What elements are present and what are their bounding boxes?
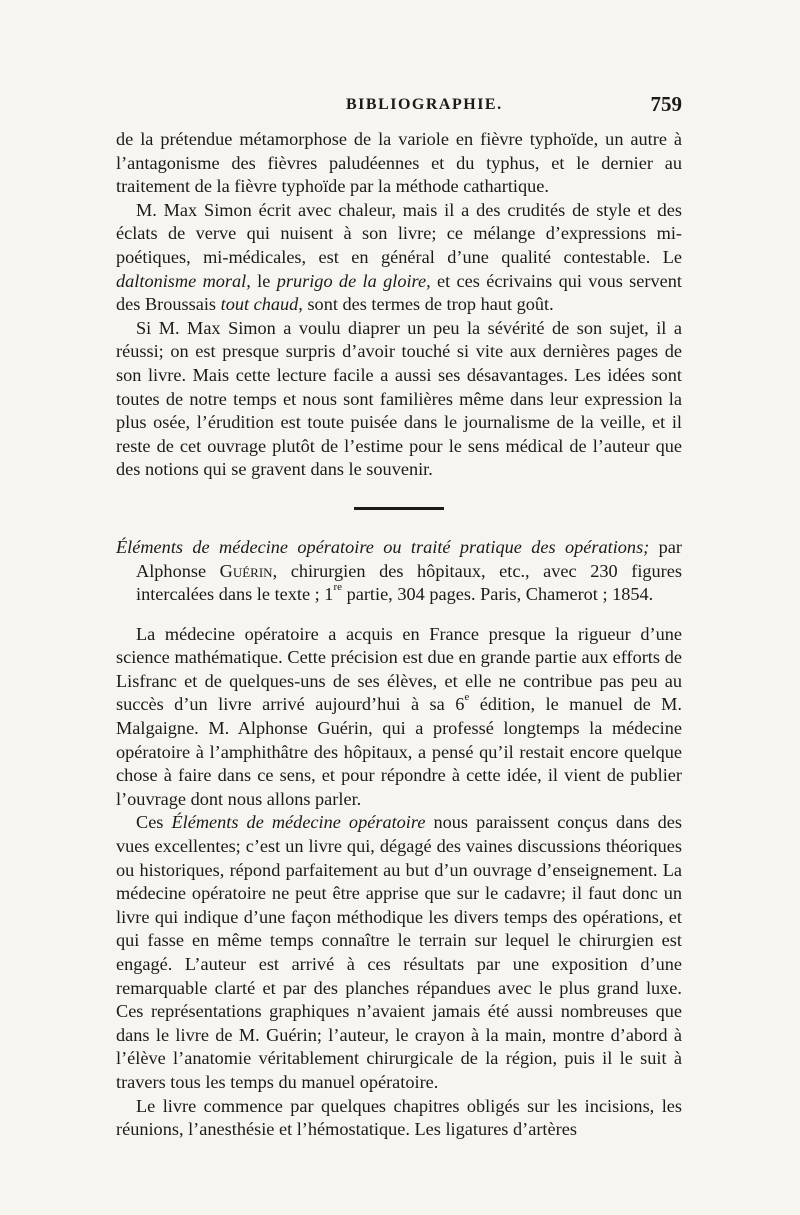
book-entry-citation: Éléments de médecine opératoire ou traité pratique des opérations; par Alphonse Guérin, chirurgien des hôpitaux, etc., avec 230 figures intercalées dans le texte ; 1re partie, 304 pages. Paris, Chamerot ; 1854. xyxy=(116,536,682,605)
review2-paragraph-3: Le livre commence par quelques chapitres obligés sur les incisions, les réunions, l’anesthésie et l’hémostatique. Les ligatures d’artères xyxy=(116,1095,682,1140)
quoted-phrase: daltonisme moral, xyxy=(116,270,251,291)
review1-paragraph-2: M. Max Simon écrit avec chaleur, mais il a des crudités de style et des éclats de verve qui nuisent à son livre; ce mélange d’expressions mi-poétiques, mi-médicales, est en général d’une qualité contestable. Le daltonisme moral, le prurigo de la gloire, et ces écrivains qui vous servent des Broussais tout chaud, sont des termes de trop haut goût. xyxy=(116,199,682,315)
quoted-phrase: prurigo de la gloire, xyxy=(276,270,431,291)
review1-paragraph-3: Si M. Max Simon a voulu diaprer un peu la sévérité de son sujet, il a réussi; on est presque surpris d’avoir touché si vite aux dernières pages de son livre. Mais cette lecture facile a aussi ses désavantages. Les idées sont toutes de notre temps et nous sont familières même dans leur expression la plus osée, l’érudition est toute puisée dans le journalisme de la veille, et il reste de cet ouvrage plutôt de l’estime pour le sens médical de l’auteur que des notions qui se gravent dans le souvenir. xyxy=(116,317,682,480)
review2-paragraph-1: La médecine opératoire a acquis en France presque la rigueur d’une science mathématique. Cette précision est due en grande partie aux efforts de Lisfranc et de quelques-uns de ses élèves, et elle ne contribue pas peu au succès d’un livre arrivé aujourd’hui à sa 6e édition, le manuel de M. Malgaigne. M. Alphonse Guérin, qui a professé longtemps la médecine opératoire à l’amphithâtre des hôpitaux, a pensé qu’il restait encore quelque chose à faire dans ce sens, et pour répondre à cette idée, il vient de publier l’ouvrage dont nous allons parler. xyxy=(116,623,682,809)
quoted-phrase: tout chaud, xyxy=(220,294,303,315)
section-divider xyxy=(354,507,444,510)
page-header xyxy=(116,92,682,126)
review1-paragraph-1: de la prétendue métamorphose de la variole en fièvre typhoïde, un autre à l’antagonisme des fièvres paludéennes et du typhus, et le dernier au traitement de la fièvre typhoïde par la méthode cathartique. xyxy=(116,129,682,197)
running-title: BIBLIOGRAPHIE. xyxy=(346,96,503,113)
review2-paragraph-2: Ces Éléments de médecine opératoire nous paraissent conçus dans des vues excellentes; c’est un livre qui, dégagé des vaines discussions théoriques ou historiques, répond parfaitement au but d’un ouvrage d’enseignement. La médecine opératoire ne peut être apprise que sur le cadavre; il faut donc un livre qui indique d’une façon méthodique les divers temps des opérations, et qui fasse en même temps connaître le terrain sur lequel le chirurgien est engagé. L’auteur est arrivé à ces résultats par une exposition d’une remarquable clarté et par des planches répandues avec le plus grand luxe. Ces représentations graphiques n’avaient jamais été aussi nombreuses que dans le livre de M. Guérin; l’auteur, le crayon à la main, montre d’abord à l’élève l’anatomie véritablement chirurgicale de la région, puis il le suit à travers tous les temps du manuel opératoire. xyxy=(116,812,682,1092)
author-name: Guérin xyxy=(219,560,273,581)
book-title: Éléments de médecine opératoire ou traité pratique des opérations; xyxy=(116,536,650,557)
book-title-inline: Éléments de médecine opératoire xyxy=(171,812,426,833)
page-number: 759 xyxy=(650,92,682,116)
